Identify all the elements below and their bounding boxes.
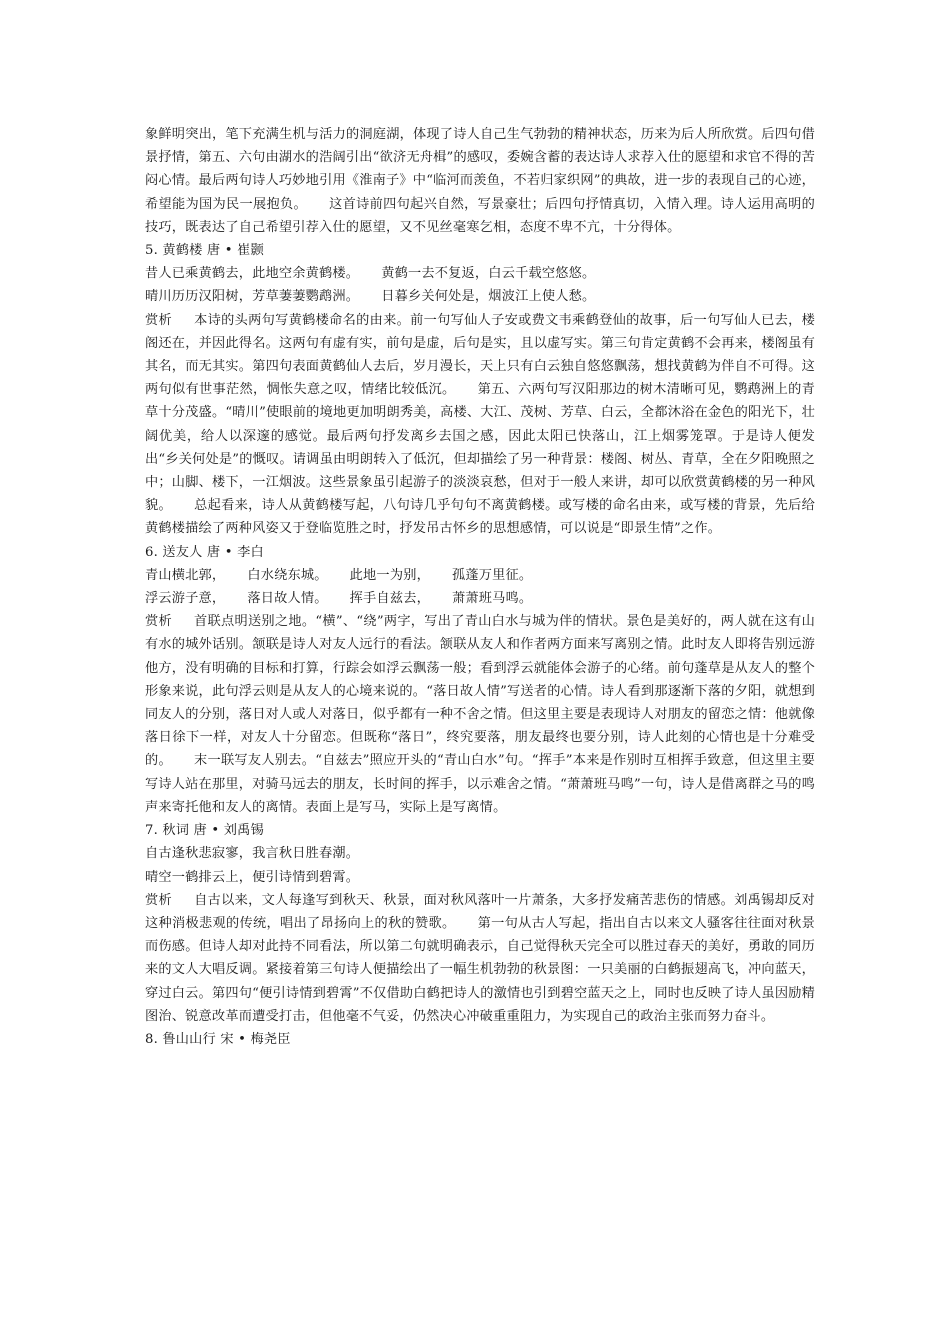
analysis-paragraph-7 <box>145 889 815 1028</box>
verse-line: 落日故人情。 <box>247 591 328 607</box>
analysis-text: 第一句从古人写起，指出自古以来文人骚客往往面对秋景而伤感。但诗人却对此持不同看法，所以第二句就明确表示，自己觉得秋天完全可以胜过春天的美好，勇敢的同历来的文人大唱反调。紧接着第三句诗人便描绘出了一幅生机勃勃的秋景图：一只美丽的白鹤振翅高飞，冲向蓝天，穿过白云。第四句“便引诗情到碧霄”不仅借助白鹤把诗人的激情也引到碧空蓝天之上，同时也反映了诗人虽因励精图治、锐意改革而遭受打击，但他毫不气妥，仍然决心冲破重重阻力，为实现自己的政治主张而努力奋斗。 <box>145 915 815 1024</box>
analysis-label: 赏析 <box>145 312 172 328</box>
verse-line: 萧萧班马鸣。 <box>451 591 533 607</box>
analysis-label: 赏析 <box>145 614 172 630</box>
analysis-paragraph-4 <box>145 123 815 239</box>
verse-line: 晴川历历汉阳树，芳草萋萋鹦鹉洲。 <box>145 289 360 305</box>
poem-verse <box>145 262 815 285</box>
analysis-label: 赏析 <box>145 892 172 908</box>
analysis-text: 这首诗前四句起兴自然，写景豪壮；后四句抒情真切，入情入理。诗人运用高明的技巧，既表达了自己希望引荐入仕的愿望，又不见丝毫寒乞相，态度不卑不亢，十分得体。 <box>145 196 815 235</box>
poem-verse <box>145 285 815 308</box>
verse-line: 孤蓬万里征。 <box>451 567 533 583</box>
verse-line: 浮云游子意， <box>145 591 226 607</box>
poem-verse: 晴空一鹤排云上，便引诗情到碧霄。 <box>145 869 360 885</box>
poem-title: 8. 鲁山山行 宋 • 梅尧臣 <box>145 1031 291 1047</box>
analysis-text: 末一联写友人别去。“自兹去”照应开头的“青山白水”句。“挥手”本来是作别时互相挥手致意，但这里主要写诗人站在那里，对骑马远去的朋友，长时间的挥手，以示难舍之情。“萧萧班马鸣”一句，诗人是借离群之马的鸣声来寄托他和友人的离情。表面上是写马，实际上是写离情。 <box>145 753 816 815</box>
analysis-text: 首联点明送别之地。“横”、“绕”两字，写出了青山白水与城为伴的情状。景色是美好的，两人就在这有山有水的城外话别。颔联是诗人对友人远行的看法。颔联从友人和作者两方面来写离别之情。此时友人即将告别远游他方，没有明确的目标和打算，行踪会如浮云飘荡一般；看到浮云就能体会游子的心绪。前句蓬草是从友人的整个形象来说，此句浮云则是从友人的心境来说的。“落日故人情”写送者的心情。诗人看到那逐渐下落的夕阳，就想到同友人的分别，落日对人或人对落日，似乎都有一种不舍之情。但这里主要是表现诗人对朋友的留恋之情：他就像落日徐下一样，对友人十分留恋。但既称“落日”，终究要落，朋友最终也要分别，诗人此刻的心情也是十分难受的。 <box>145 614 815 769</box>
analysis-paragraph-5 <box>145 309 815 541</box>
analysis-text: 本诗的头两句写黄鹤楼命名的由来。前一句写仙人子安或费文韦乘鹤登仙的故事，后一句写仙人已去，楼阁还在，并因此得名。这两句有虚有实，前句是虚，后句是实，且以虚写实。第三句肯定黄鹤不会再来，楼阁虽有其名，而无其实。第四句表面黄鹤仙人去后，岁月漫长，天上只有白云独自悠悠飘荡，想找黄鹤为伴自不可得。这两句似有世事茫然，惆怅失意之叹，情绪比较低沉。 <box>145 312 815 398</box>
analysis-text: 总起看来，诗人从黄鹤楼写起，八句诗几乎句句不离黄鹤楼。或写楼的命名由来，或写楼的背景，先后给黄鹤楼描绘了两种风姿又于登临览胜之时，抒发吊古怀乡的思想感情，可以说是“即景生情”之作。 <box>145 498 815 537</box>
poem-title: 6. 送友人 唐 • 李白 <box>145 544 264 560</box>
verse-line: 昔人已乘黄鹤去，此地空余黄鹤楼。 <box>145 266 360 282</box>
poem-title: 5. 黄鹤楼 唐 • 崔颢 <box>145 243 264 259</box>
document-page <box>145 123 815 1051</box>
verse-line: 青山横北郭， <box>145 567 226 583</box>
verse-line: 挥手自兹去， <box>349 591 430 607</box>
verse-line: 此地一为别， <box>349 567 430 583</box>
poem-verse <box>145 564 815 587</box>
analysis-text: 第五、六两句写汉阳那边的树木清晰可见，鹦鹉洲上的青草十分茂盛。“晴川”使眼前的境地更加明朗秀美，高楼、大江、茂树、芳草、白云，全都沐浴在金色的阳光下，壮阔优美，给人以深邃的感觉。最后两句抒发离乡去国之感，因此太阳已快落山，江上烟雾笼罩。于是诗人便发出“乡关何处是”的慨叹。请调虽由明朗转入了低沉，但却描绘了另一种背景：楼阁、树丛、青草，全在夕阳晚照之中；山脚、楼下，一江烟波。这些景象虽引起游子的淡淡哀愁，但对于一般人来讲，却可以欣赏黄鹤楼的另一种风貌。 <box>145 382 815 514</box>
verse-line: 黄鹤一去不复返，白云千载空悠悠。 <box>381 266 596 282</box>
poem-verse <box>145 587 815 610</box>
analysis-text: 象鲜明突出，笔下充满生机与活力的洞庭湖，体现了诗人自己生气勃勃的精神状态，历来为后人所欣赏。后四句借景抒情，第五、六句由湖水的浩阔引出“欲济无舟楫”的感叹，委婉含蓄的表达诗人求荐入仕的愿望和求官不得的苦闷心情。最后两句诗人巧妙地引用《淮南子》中“临河而羡鱼，不若归家织网”的典故，进一步的表现自己的心迹，希望能为国为民一展抱负。 <box>145 127 815 212</box>
analysis-paragraph-6 <box>145 610 815 819</box>
poem-title: 7. 秋词 唐 • 刘禹锡 <box>145 823 264 839</box>
verse-line: 日暮乡关何处是，烟波江上使人愁。 <box>381 289 596 305</box>
poem-verse: 自古逢秋悲寂寥，我言秋日胜春潮。 <box>145 846 360 862</box>
verse-line: 白水绕东城。 <box>247 567 328 583</box>
analysis-text: 自古以来，文人每逢写到秋天、秋景，面对秋风落叶一片萧条，大多抒发痛苦悲伤的情感。刘禹锡却反对这种消极悲观的传统，唱出了昂扬向上的秋的赞歌。 <box>145 892 815 931</box>
